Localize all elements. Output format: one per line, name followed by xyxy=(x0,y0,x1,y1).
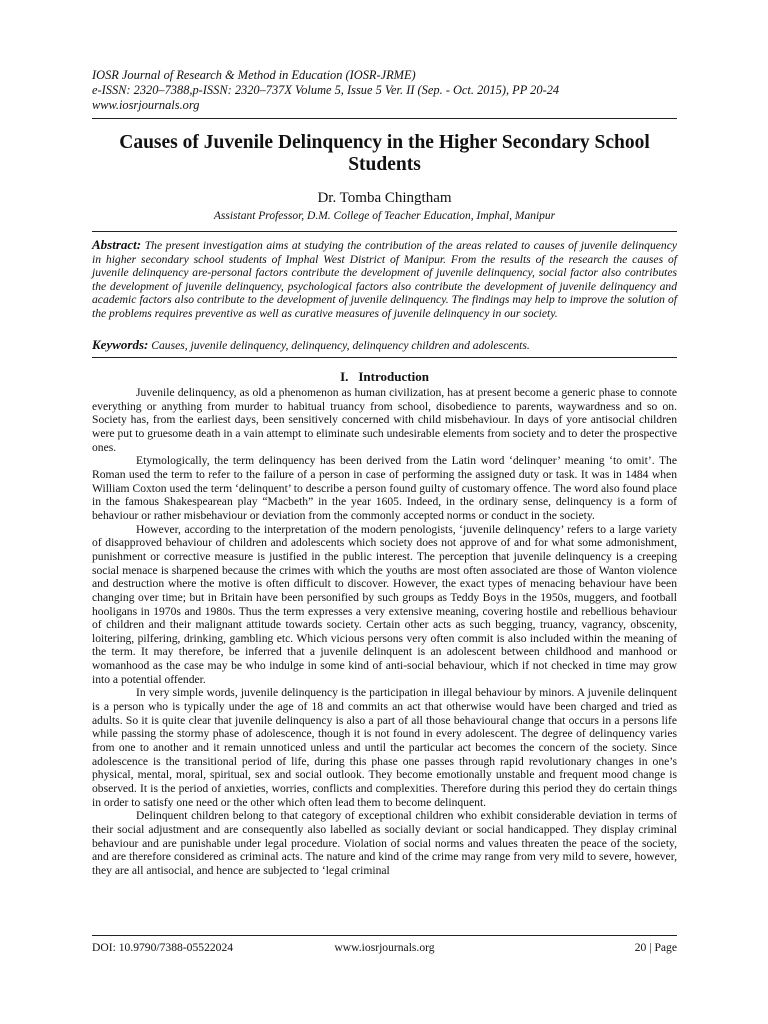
journal-name: IOSR Journal of Research & Method in Education (IOSR-JRME) xyxy=(92,68,416,82)
author-name: Dr. Tomba Chingtham xyxy=(317,190,452,206)
section-heading xyxy=(92,369,677,385)
keywords xyxy=(92,338,677,353)
body-text xyxy=(92,386,677,878)
footer-rule xyxy=(92,935,677,936)
footer-doi: DOI: 10.9790/7388-05522024 xyxy=(92,941,234,954)
abstract-text: The present investigation aims at studying the contribution of the areas related to causes of juvenile delinquency in higher secondary school students of Imphal West District of Manipur. From the results of the research the causes of juvenile delinquency are-personal factors contribute the development of juvenile delinquency, social factor also contributes the development of juvenile delinquency, psychological factors also contribute the development of juvenile delinquency and academic factors also contribute to the development of juvenile delinquency. The findings may help to improve the solution of the problems requires preventive as well as curative measures of juvenile delinquency in our society. xyxy=(92,239,677,320)
paragraph: Etymologically, the term delinquency has been derived from the Latin word ‘delinquer’ meaning ‘to omit’. The Roman used the term to refer to the failure of a person in case of performing the assigned duty or task. It was in 1484 when William Coxton used the term ‘delinquent’ to describe a person found guilty of customary offence. The word also found place in the famous Shakespearean play “Macbeth” in the year 1605. Indeed, in the ordinary sense, delinquency is a form of behaviour or rather misbehaviour or deviation from the commonly accepted norms or conduct in the society. xyxy=(92,454,677,522)
author-affiliation: Assistant Professor, D.M. College of Teacher Education, Imphal, Manipur xyxy=(213,210,556,222)
paragraph: In very simple words, juvenile delinquency is the participation in illegal behaviour by minors. A juvenile delinquent is a person who is typically under the age of 18 and commits an act that otherwise would have been charged and tried as adults. So it is quite clear that juvenile delinquency is also a part of all those behavioural change that occurs in a persons life while passing the stormy phase of adolescence, though it is not found in every adolescent. The degree of delinquency varies from one to another and it remain unnoticed unless and until the particular act becomes the concern of the society. Since adolescence is the transitional period of life, during this phase one passes through rapid revolutionary changes in one’s physical, mental, moral, spiritual, sex and social outlook. They become emotionally unstable and frequent mood change is observed. It is the period of anxieties, worries, conflicts and complexities. Therefore during this period they do certain things in order to satisfy one need or the other which often lead them to become delinquent. xyxy=(92,686,677,809)
keywords-text: Causes, juvenile delinquency, delinquency, delinquency children and adolescents. xyxy=(151,339,530,352)
abstract xyxy=(92,238,677,320)
section-title: Introduction xyxy=(358,369,429,384)
paragraph: Juvenile delinquency, as old a phenomenon as human civilization, has at present become a generic phase to connote everything or anything from murder to habitual truancy from school, disobedience to parents, waywardness and so on. Society has, from the earliest days, been sensitively concerned with child misbehaviour. In days of yore antisocial children were put to gruesome death in a vain attempt to eliminate such undesirable elements from society and to deter the prospective ones. xyxy=(92,386,677,454)
abstract-label: Abstract: xyxy=(92,237,142,252)
keywords-label: Keywords: xyxy=(92,337,149,352)
title-rule xyxy=(92,231,677,232)
paragraph: However, according to the interpretation of the modern penologists, ‘juvenile delinquency’ refers to a large variety of disapproved behaviour of children and adolescents which society does not approve of and for what some admonishment, punishment or corrective measure is justified in the public interest. The perception that juvenile delinquency is a creeping social menace is sharpened because the crimes with which the youths are most often associated are those of Wanton violence and destruction where the motive is often difficult to discover. However, the exact types of menacing behaviour have been changing over time; but in Britain have been personified by such groups as Teddy Boys in the 1950s, muggers, and football hooligans in 1970s and 1980s. Thus the term expresses a very extensive meaning, covering hostile and rebellious behaviour of children and their malignant attitude towards society. Certain other acts as such begging, truancy, vagrancy, obscenity, loitering, pilfering, drinking, gambling etc. Which vicious persons very often commit is also included within the meaning of the term. It may therefore, be inferred that a juvenile delinquent is an adolescent between childhood and manhood or womanhood as the case may be who indulge in some kind of anti-social behaviour, which if not checked in time may grow into a potential offender. xyxy=(92,522,677,686)
journal-website: www.iosrjournals.org xyxy=(92,98,200,112)
paper-title: Causes of Juvenile Delinquency in the Higher Secondary School Students xyxy=(119,132,650,175)
journal-header xyxy=(92,68,682,113)
journal-issn: e-ISSN: 2320–7388,p-ISSN: 2320–737X Volume 5, Issue 5 Ver. II (Sep. - Oct. 2015), PP 20-24 xyxy=(92,83,560,97)
page-number: 20 | Page xyxy=(634,941,677,954)
header-rule xyxy=(92,118,677,119)
paragraph: Delinquent children belong to that category of exceptional children who exhibit considerable deviation in terms of their social adjustment and are consequently also labelled as socially deviant or social handicapped. They display criminal behaviour and are punishable under legal procedure. Violation of social norms and values threaten the peace of the society, and are therefore considered as criminal acts. The nature and kind of the crime may range from very mild to severe, however, they are all antisocial, and hence are subjected to ‘legal criminal xyxy=(92,809,677,877)
section-number: I. xyxy=(340,369,349,384)
keywords-rule xyxy=(92,357,677,358)
footer-website: www.iosrjournals.org xyxy=(334,941,435,954)
